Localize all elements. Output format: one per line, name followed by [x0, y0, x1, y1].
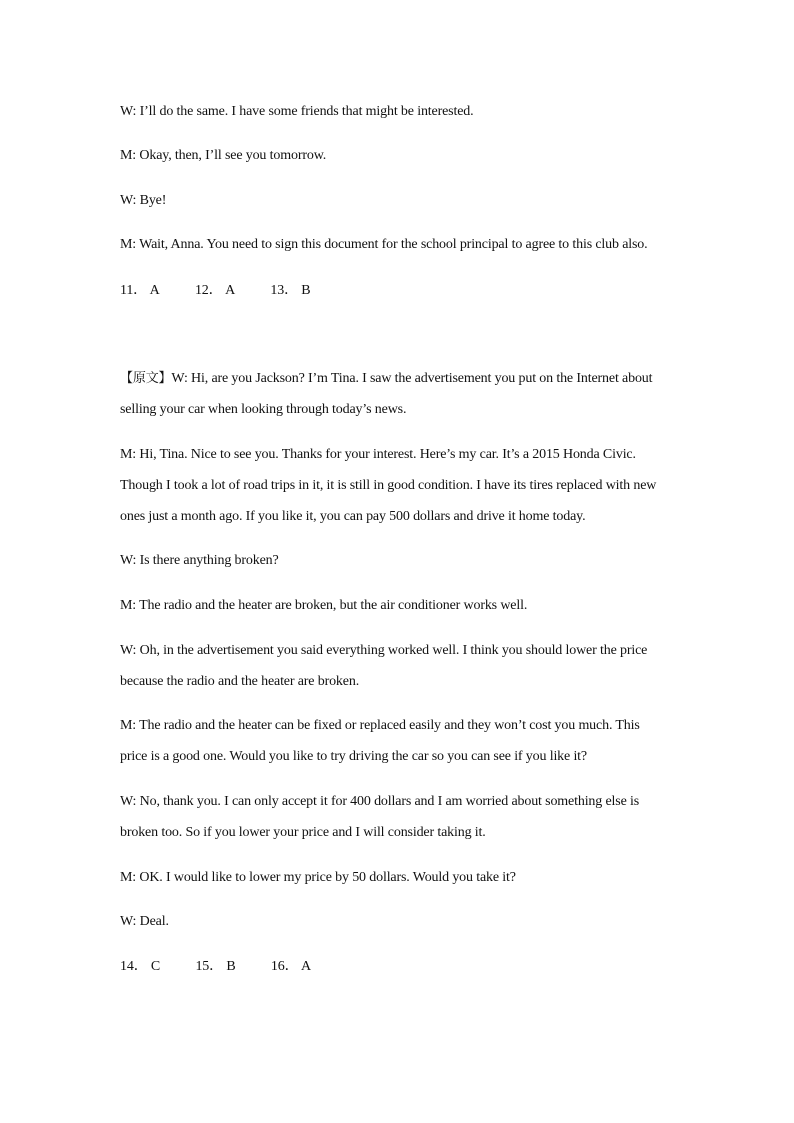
- dialogue-line: W: Hi, are you Jackson? I’m Tina. I saw the advertisement you put on the Internet about: [171, 371, 653, 386]
- dialogue-line: M: OK. I would like to lower my price by 50 dollars. Would you take it?: [120, 870, 516, 885]
- dialogue-line: Though I took a lot of road trips in it, it is still in good condition. I have its tires replaced with new: [120, 478, 657, 493]
- dialogue-line: broken too. So if you lower your price and I will consider taking it.: [120, 825, 486, 840]
- dialogue-line: W: Bye!: [120, 193, 167, 208]
- dialogue-line: W: Deal.: [120, 914, 169, 929]
- dialogue-line: W: No, thank you. I can only accept it for 400 dollars and I am worried about something else is: [120, 794, 640, 809]
- dialogue-line: W: Oh, in the advertisement you said everything worked well. I think you should lower the price: [120, 643, 648, 658]
- dialogue-line: M: Okay, then, I’ll see you tomorrow.: [120, 148, 327, 163]
- dialogue-line: W: Is there anything broken?: [120, 553, 279, 568]
- dialogue-line: M: The radio and the heater can be fixed or replaced easily and they won’t cost you much. This: [120, 718, 640, 733]
- dialogue-line: M: Hi, Tina. Nice to see you. Thanks for your interest. Here’s my car. It’s a 2015 Honda Civic.: [120, 447, 636, 462]
- answer-item: 15． B: [195, 959, 236, 974]
- transcript-label: 【原文】: [120, 371, 172, 386]
- answer-item: 14． C: [120, 959, 161, 974]
- dialogue-line: price is a good one. Would you like to try driving the car so you can see if you like it?: [120, 749, 587, 764]
- answer-item: 12． A: [194, 283, 236, 298]
- dialogue-line: W: I’ll do the same. I have some friends that might be interested.: [120, 104, 474, 119]
- dialogue-line: selling your car when looking through today’s news.: [120, 402, 407, 417]
- dialogue-line: because the radio and the heater are broken.: [120, 674, 360, 689]
- transcript-first-line: [120, 371, 690, 387]
- dialogue-line: ones just a month ago. If you like it, you can pay 500 dollars and drive it home today.: [120, 509, 586, 524]
- dialogue-line: M: Wait, Anna. You need to sign this document for the school principal to agree to this club also.: [120, 237, 648, 252]
- answer-key-row: [120, 283, 690, 299]
- answer-item: 13． B: [270, 283, 311, 298]
- dialogue-line: M: The radio and the heater are broken, but the air conditioner works well.: [120, 598, 528, 613]
- answer-item: 16． A: [270, 959, 311, 974]
- answer-item: 11． A: [120, 283, 160, 298]
- answer-key-row: [120, 959, 690, 975]
